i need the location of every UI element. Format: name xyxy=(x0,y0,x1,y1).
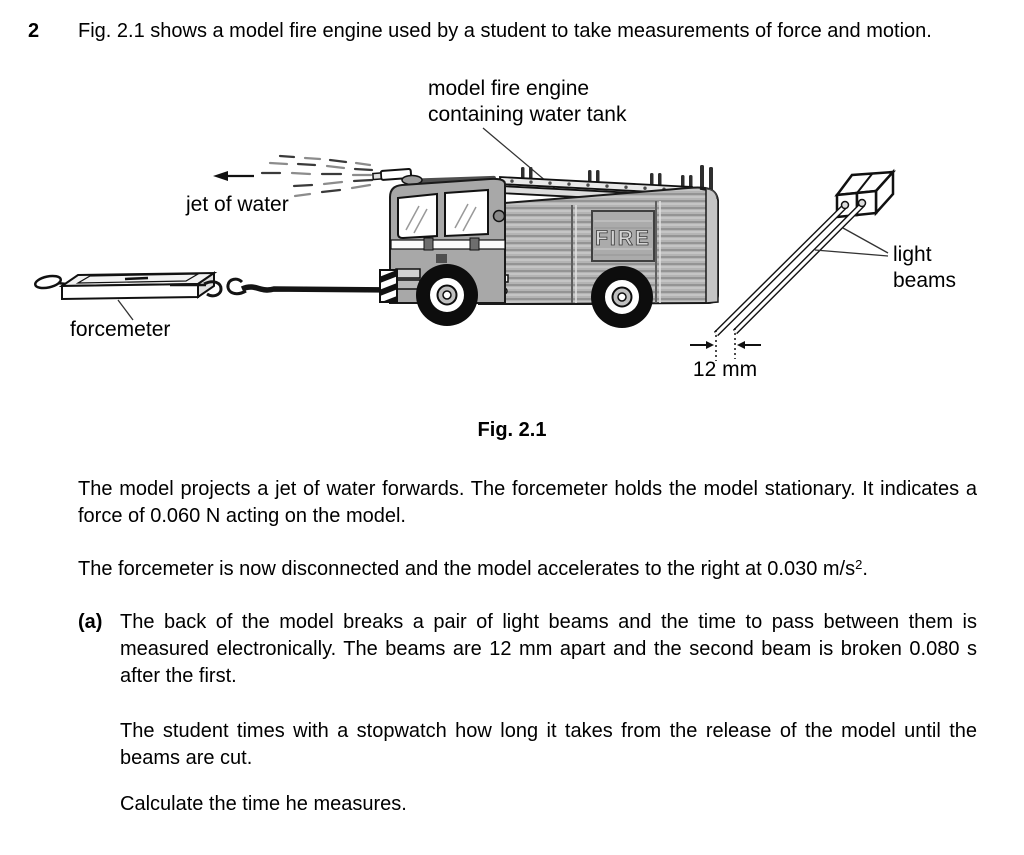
forcemeter-label: forcemeter xyxy=(70,318,171,341)
left-arrow-icon xyxy=(213,171,254,181)
engine-label-line1: model fire engine xyxy=(428,77,590,100)
engine-label-line2: containing water tank xyxy=(428,103,627,126)
rear-wheel xyxy=(591,266,653,328)
figure-2-1 xyxy=(0,53,1024,444)
cab-window xyxy=(398,194,437,238)
figure-caption: Fig. 2.1 xyxy=(477,419,547,441)
gap-annotation xyxy=(690,328,761,381)
question-number: 2 xyxy=(28,20,40,42)
cab-stripe xyxy=(391,240,505,249)
beams-pointer-line xyxy=(843,228,888,253)
paragraph-forcemeter-reading: The model projects a jet of water forwards. The forcemeter holds the model stationary. It indicates a force of 0.060 N acting on the model. xyxy=(78,478,977,527)
tow-rod xyxy=(242,287,390,290)
forcemeter-ring xyxy=(34,274,62,290)
figure-2-1-diagram xyxy=(0,53,1024,413)
forcemeter-illustration xyxy=(34,273,214,341)
fire-engine-illustration xyxy=(377,165,718,328)
water-spray xyxy=(262,156,372,196)
question-body xyxy=(78,476,977,818)
part-a-label: (a) xyxy=(78,611,103,633)
part-a-paragraph-calculate: Calculate the time he measures. xyxy=(120,793,407,815)
beams-pointer-line xyxy=(815,250,888,256)
truck-marking-text: FIRE xyxy=(595,227,651,250)
cab-window xyxy=(445,190,488,236)
light-beams-label-line1: light xyxy=(893,243,932,266)
part-a xyxy=(78,609,977,818)
light-beams xyxy=(716,204,863,334)
part-a-body xyxy=(120,609,977,818)
question-intro: Fig. 2.1 shows a model fire engine used by a student to take measurements of force and motion. xyxy=(78,20,932,42)
part-a-paragraph-beams: The back of the model breaks a pair of light beams and the time to pass between them is measured electronically. The beams are 12 mm apart and the second beam is broken 0.080 s after the first. xyxy=(120,611,977,687)
light-beams-label-line2: beams xyxy=(893,269,957,292)
front-wheel xyxy=(416,264,478,326)
superscript-2: 2 xyxy=(855,557,863,572)
jet-label: jet of water xyxy=(186,193,289,216)
light-gate-illustration xyxy=(716,172,956,334)
forcemeter-pointer-line xyxy=(118,300,133,320)
water-jet xyxy=(185,156,411,216)
question-header xyxy=(28,18,977,45)
paragraph-acceleration: The forcemeter is now disconnected and the model accelerates to the right at 0.030 $m/s^2$. xyxy=(78,557,868,580)
hazard-bumper xyxy=(377,270,400,307)
part-a-paragraph-stopwatch: The student times with a stopwatch how long it takes from the release of the model until the beams are cut. xyxy=(120,720,977,769)
gap-label: 12 mm xyxy=(692,358,758,381)
